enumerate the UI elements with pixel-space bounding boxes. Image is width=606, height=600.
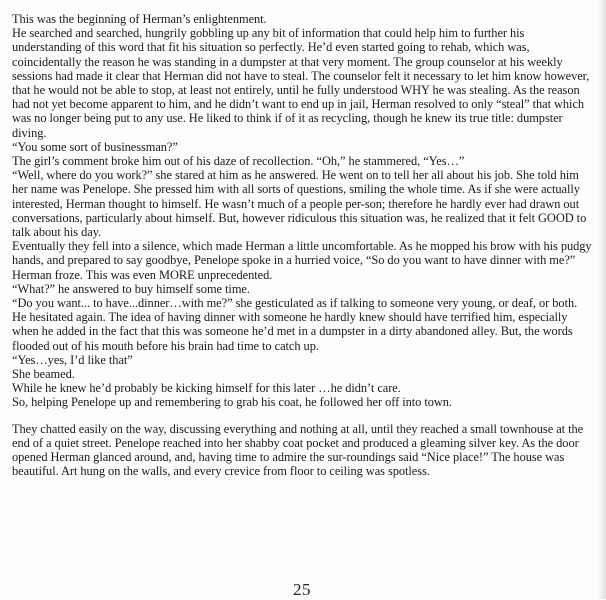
page-edge-shadow — [598, 0, 606, 599]
paragraph-herman-froze: Herman froze. This was even MORE unprecedented. — [12, 267, 273, 282]
page-body — [12, 12, 592, 479]
book-page — [12, 12, 592, 599]
paragraph-enlightenment: This was the beginning of Herman’s enlightenment. — [12, 12, 267, 26]
page-number: 25 — [293, 580, 311, 599]
paragraph-girls-comment: The girl’s comment broke him out of his daze of recollection. “Oh,” he stammered, “Yes…” — [12, 154, 465, 169]
dialogue-yes: “Yes…yes, I’d like that” — [12, 352, 133, 367]
paragraph-searched: He searched and searched, hungrily gobbling up any bit of information that could help him to further his understanding of this word that fit his situation so perfectly. He’d even started going to rehab, which was, coincidentally the reason he was standing in a dumpster at that very moment. The group counselor at his weekly sessions had made it clear that Herman did not have to steal. The counselor felt it necessary to let him know however, that he would not be able to stop, at least not entirely, until he fully understood WHY he was stealing. As the reason had not yet become apparent to him, and he didn’t want to end up in jail, Herman resolved to only “steal” that which was no longer being put to any use. He liked to think if of it as recycling, though he knew its true title: dumpster diving. — [12, 26, 590, 140]
paragraph-kicking-himself: While he knew he’d probably be kicking himself for this later …he didn’t care. — [12, 381, 401, 396]
dialogue-what: “What?” he answered to buy himself some time. — [12, 281, 250, 296]
section-break — [12, 410, 592, 422]
paragraph-where-work: “Well, where do you work?” she stared at him as he answered. He went on to tell her all about his job. She told him her name was Penelope. She pressed him with all sorts of questions, smiling the whole time. As if she were actually interested, Herman thought to himself. He wasn’t much of a people per-son; therefore he hardly ever had drawn out conversations, particularly about himself. But, however ridiculous this situation was, he realized that it felt GOOD to talk about his day. — [12, 168, 587, 240]
paragraph-silence: Eventually they fell into a silence, which made Herman a little uncomfortable. As he mopped his brow with his pudgy hands, and prepared to say goodbye, Penelope spoke in a hurried voice, “So do you want to have dinner with me?” — [12, 239, 592, 268]
paragraph-hesitated: He hesitated again. The idea of having dinner with someone he hardly knew should have terrified him, especially when he added in the fact that this was someone he’d met in a dumpster in a dirty abandoned alley. But, the words flooded out of his mouth before his brain had time to catch up. — [12, 310, 573, 353]
paragraph-off-into-town: So, helping Penelope up and remembering to grab his coat, he followed her off into town. — [12, 395, 452, 410]
paragraph-chatted: They chatted easily on the way, discussing everything and nothing at all, until they reached a small townhouse at the end of a quiet street. Penelope reached into her shabby coat pocket and produced a gleaming silver key. As the door opened Herman glanced around, and, having time to admire the sur-roundings said “Nice place!” The house was beautiful. Art hung on the walls, and every crevice from floor to ceiling was spotless. — [12, 421, 584, 479]
dialogue-do-you-want: “Do you want... to have...dinner…with me?” she gesticulated as if talking to someone very young, or deaf, or both. — [12, 296, 578, 311]
paragraph-she-beamed: She beamed. — [12, 367, 75, 382]
dialogue-businessman: “You some sort of businessman?” — [12, 139, 178, 154]
